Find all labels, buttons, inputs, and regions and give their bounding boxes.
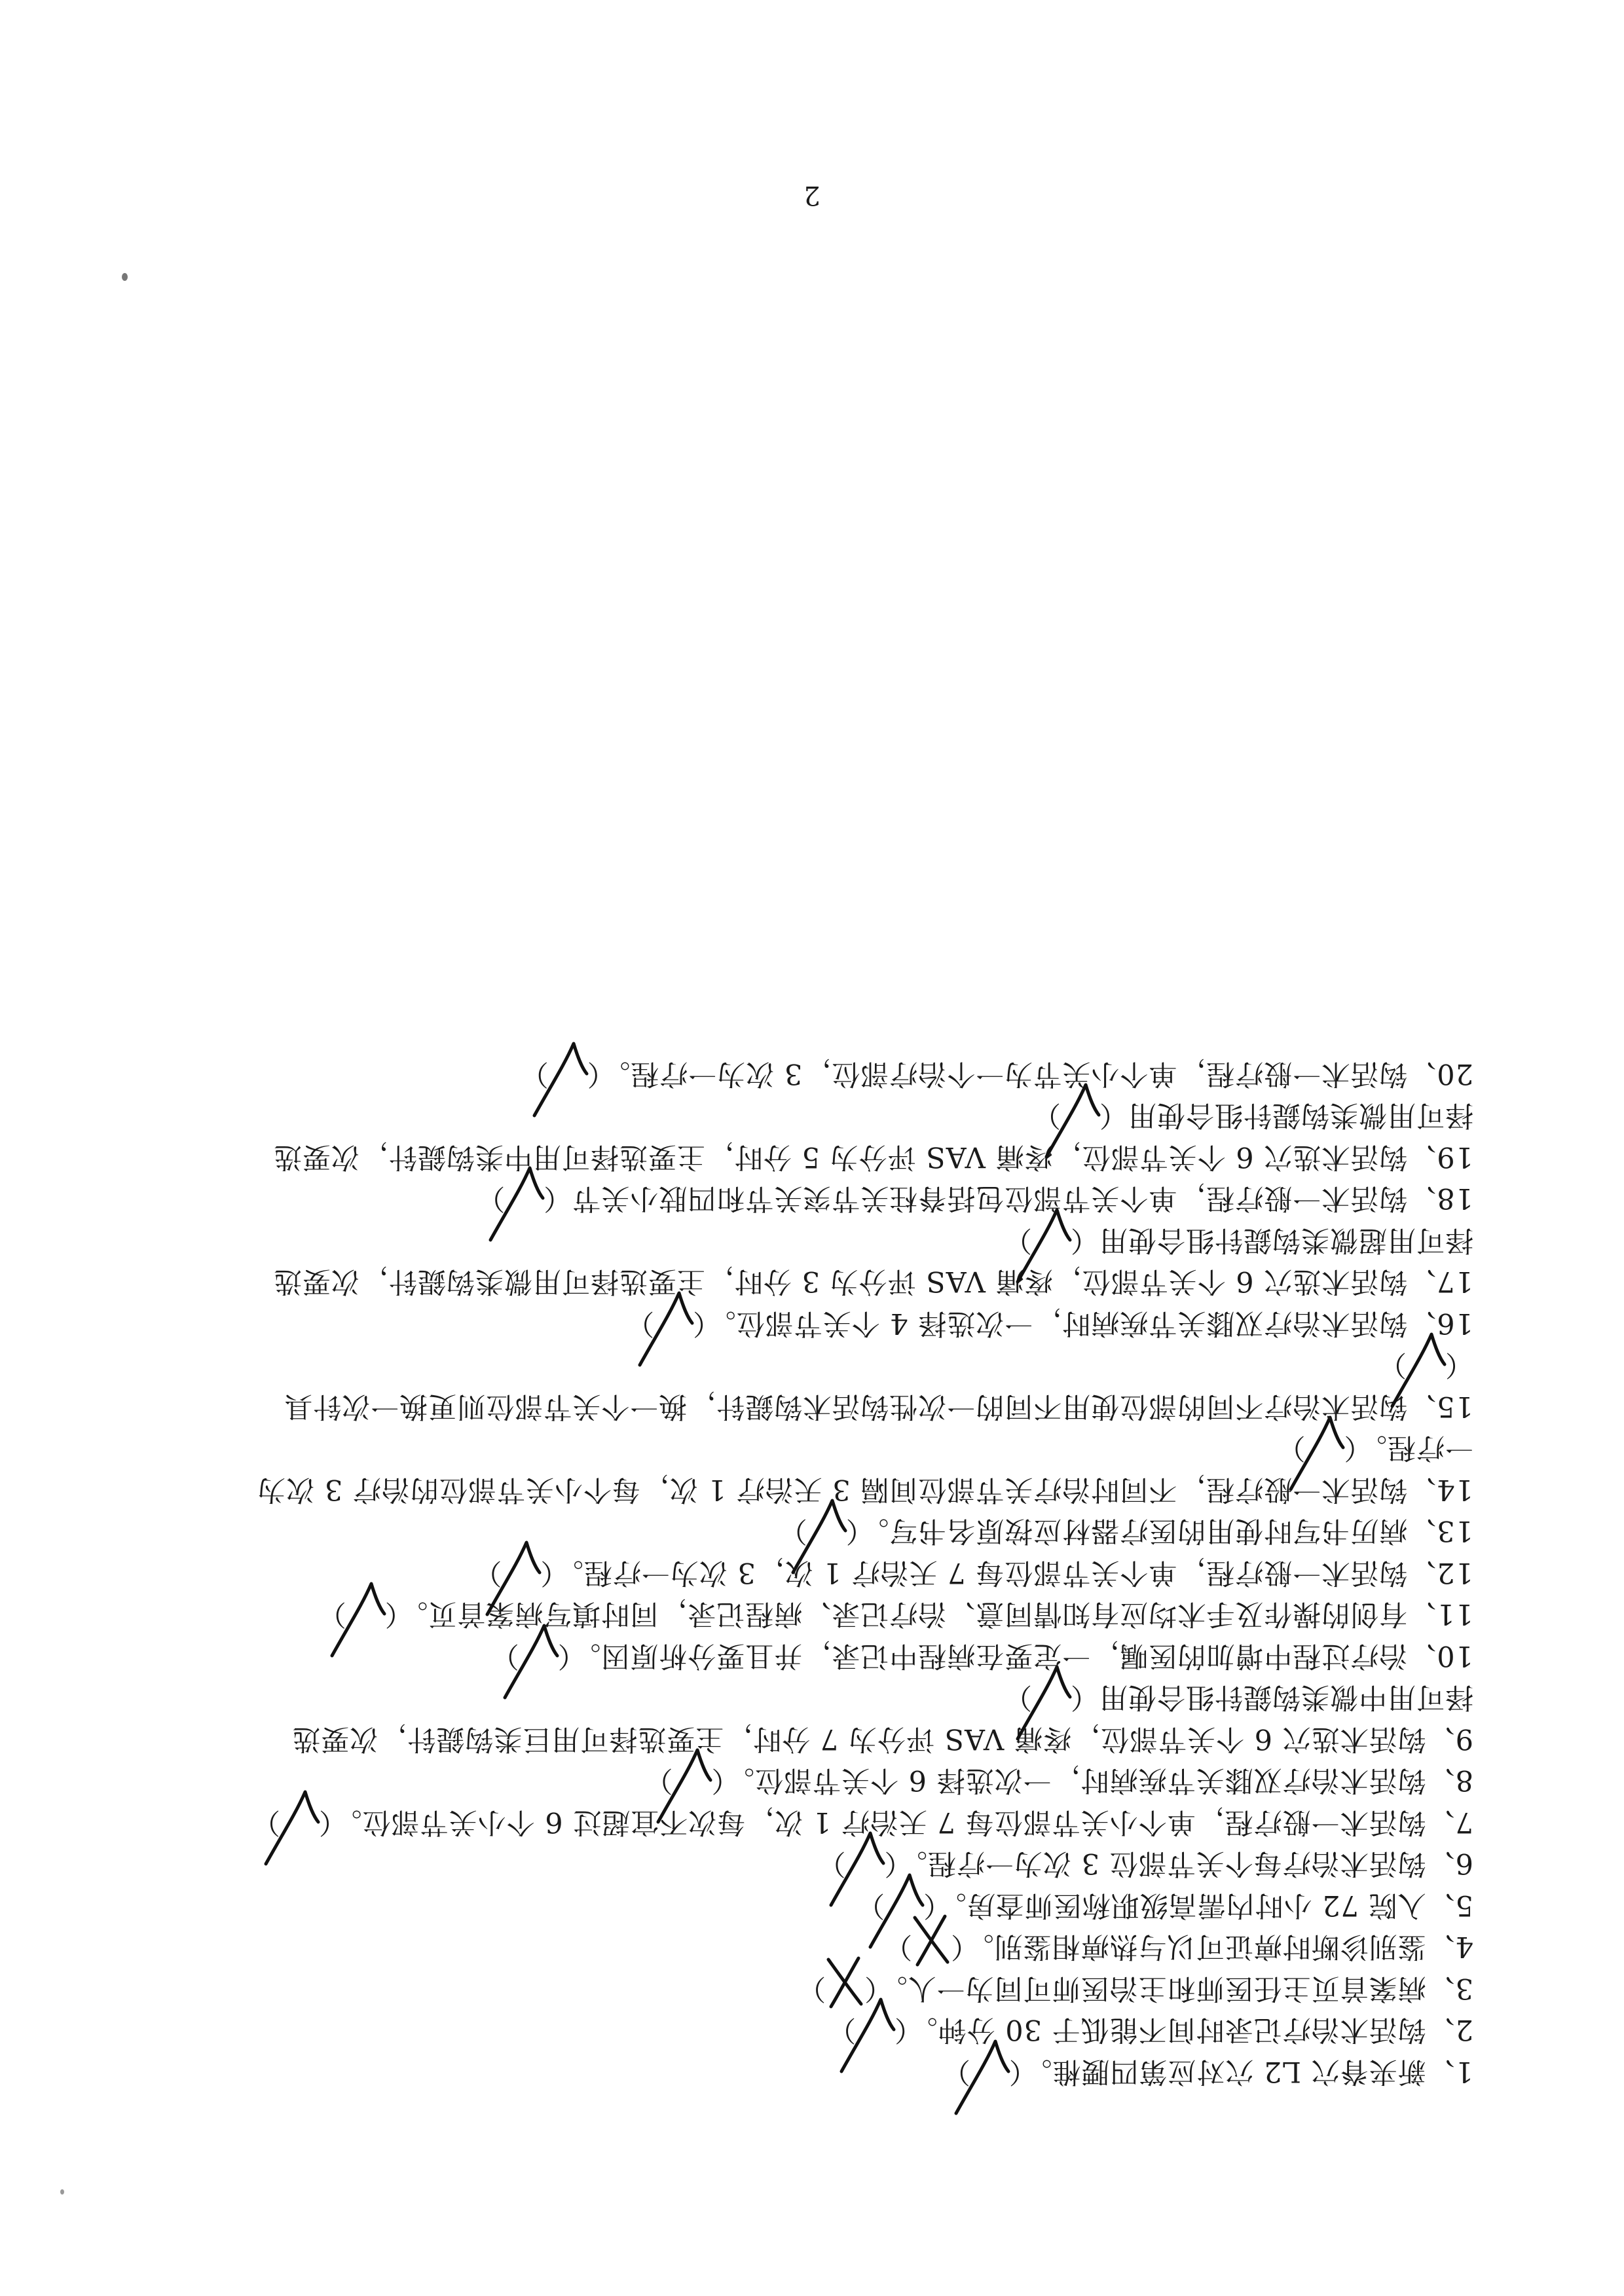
answer-slot: [1032, 1222, 1070, 1258]
answer-close-paren: ）: [1003, 1224, 1032, 1256]
question-text: 13、病历书写时使用的医疗器材应按原名书写。（: [845, 1514, 1473, 1548]
check-stroke: [332, 1584, 384, 1656]
check-stroke: [534, 1044, 587, 1116]
question-text: 4、鉴别诊断时痹证可以与热痹相鉴别。（: [950, 1930, 1473, 1963]
question-line: [291, 1721, 1473, 1757]
question-text: 20、钩活术一般疗程，单个小关节为一个治疗部位，3 次为一疗程。（: [586, 1057, 1473, 1090]
question-line: [1003, 1679, 1473, 1716]
question-text: 14、钩活术一般疗程，不同时治疗关节部位间隔 3 天治疗 1 次，每个小关节部位的治疗 3 次为: [257, 1473, 1473, 1506]
question-line: [273, 1264, 1473, 1300]
question-text: 16、钩活术治疗双膝关节疾病时，一次选择 4 个关节部位。（: [692, 1307, 1473, 1339]
answer-slot: [519, 1637, 557, 1674]
answer-close-paren: ）: [490, 1639, 519, 1672]
check-stroke: [490, 1169, 543, 1241]
answer-close-paren: ）: [778, 1514, 807, 1548]
question-text: 7、钩活术一般疗程，单个小关节部位每 7 天治疗 1 次，每次不宜超过 6 个小关节部位。（: [318, 1806, 1473, 1838]
question-text: （: [1445, 1348, 1473, 1381]
check-stroke: [640, 1293, 692, 1365]
answer-close-paren: ）: [883, 1930, 913, 1963]
question-line: [625, 1305, 1473, 1341]
answer-slot: [912, 1929, 950, 1965]
question-line: [827, 2012, 1473, 2049]
question-text: 17、钩活术选穴 6 个关节部位，疼痛 VAS 评分为 3 分时，主要选择可用微类钩鍉针，次要选: [272, 1265, 1473, 1298]
question-line: [520, 1055, 1473, 1092]
check-stroke: [505, 1626, 557, 1698]
question-text: 择可用中微类钩鍉针组合使用（: [1070, 1681, 1473, 1714]
check-stroke: [841, 2000, 894, 2072]
answer-close-paren: ）: [1032, 1099, 1061, 1132]
check-stroke: [266, 1792, 318, 1864]
handwritten-check-icon: [329, 1578, 388, 1637]
answer-slot: [885, 1887, 923, 1923]
answer-slot: [970, 2053, 1008, 2090]
handwritten-check-icon: [485, 1536, 544, 1595]
question-text: 19、钩活术选穴 6 个关节部位，疼痛 VAS 评分为 5 分时，主要选择可用中类钩鍉针，次要选: [272, 1140, 1473, 1173]
handwritten-check-icon: [263, 1785, 322, 1844]
scan-speck: [60, 2189, 64, 2195]
answer-slot: [1407, 1347, 1445, 1383]
scan-speck: [122, 273, 128, 281]
question-line: [817, 1846, 1473, 1882]
question-text: 1、新夹脊穴 L2 穴对应第四腰椎。（: [1008, 2055, 1473, 2088]
answer-close-paren: ）: [797, 1972, 826, 2005]
question-line: [883, 1929, 1473, 1965]
question-line: [284, 1388, 1473, 1425]
question-text: 6、钩活术治疗每个关节部位 3 次为一疗程。（: [883, 1847, 1473, 1880]
answer-slot: [502, 1554, 540, 1591]
question-line: [942, 2053, 1473, 2090]
answer-close-paren: ）: [827, 2013, 857, 2047]
answer-close-paren: ）: [817, 1847, 846, 1880]
answer-close-paren: ）: [625, 1307, 655, 1339]
answer-close-paren: ）: [317, 1597, 346, 1631]
question-line: [1003, 1222, 1473, 1258]
answer-close-paren: ）: [473, 1556, 502, 1589]
question-line: [1032, 1097, 1473, 1134]
answer-slot: [1306, 1430, 1344, 1467]
answer-close-paren: ）: [1378, 1348, 1407, 1381]
question-line: [476, 1180, 1473, 1217]
answer-slot: [845, 1846, 883, 1882]
answer-close-paren: ）: [644, 1764, 673, 1797]
question-text: 12、钩活术一般疗程，单个关节部位每 7 天治疗 1 次，3 次为一疗程。（: [540, 1556, 1473, 1589]
answer-slot: [807, 1513, 845, 1550]
answer-close-paren: ）: [519, 1057, 549, 1090]
question-text: 11、有创的操作及手术均应有知情同意、治疗记录、病程记录，同时填写病案首页。（: [384, 1597, 1473, 1631]
question-text: 一疗程。（: [1343, 1431, 1473, 1465]
question-text: 择可用微类钩鍉针组合使用（: [1099, 1099, 1473, 1132]
question-line: [318, 1596, 1473, 1633]
question-text: 5、入院 72 小时内需高级职称医师查房。（: [923, 1889, 1473, 1922]
question-line: [473, 1554, 1473, 1591]
answer-close-paren: ）: [1003, 1681, 1032, 1714]
answer-slot: [346, 1596, 384, 1633]
question-text: 10、治疗过程中增加的医嘱，一定要在病程中记录，并且要分析原因。（: [557, 1639, 1473, 1672]
question-line: [856, 1887, 1473, 1923]
question-text: 18、钩活术一般疗程，单个关节部位包括脊柱关节突关节和四肢小关节（: [543, 1182, 1473, 1215]
question-line: [251, 1804, 1473, 1840]
answer-slot: [1032, 1679, 1070, 1716]
answer-slot: [549, 1055, 587, 1092]
question-line: [1378, 1347, 1473, 1383]
question-text: 择可用超微类钩鍉针组合使用（: [1070, 1224, 1473, 1256]
answer-slot: [1061, 1097, 1099, 1134]
check-stroke: [956, 2041, 1008, 2113]
question-line: [797, 1970, 1473, 2007]
question-line: [644, 1762, 1473, 1799]
question-text: 2、钩活术治疗记录时间不能低于 30 分钟。（: [894, 2013, 1473, 2047]
question-text: 9、钩活术选穴 6 个关节部位，疼痛 VAS 评分为 7 分时，主要选择可用巨类钩鍉针，次要选: [291, 1722, 1473, 1755]
question-line: [779, 1513, 1473, 1550]
answer-slot: [505, 1180, 543, 1217]
answer-slot: [856, 2012, 894, 2049]
answer-close-paren: ）: [856, 1889, 885, 1922]
answer-close-paren: ）: [251, 1806, 281, 1838]
page-number: 2: [803, 180, 821, 210]
question-text: 15、钩活术治疗不同的部位使用不同的一次性钩活术钩鍉针，换一个关节部位则更换一次针具: [284, 1390, 1473, 1423]
handwritten-check-icon: [532, 1037, 591, 1096]
answer-slot: [654, 1305, 692, 1341]
cross-stroke: [831, 1958, 858, 2007]
question-text: 8、钩活术治疗双膝关节疾病时，一次选择 6 个关节部位。（: [710, 1764, 1473, 1797]
question-line: [1277, 1430, 1474, 1467]
answer-close-paren: ）: [941, 2055, 970, 2088]
question-line: [490, 1637, 1473, 1674]
answer-slot: [280, 1804, 318, 1840]
question-line: [273, 1139, 1473, 1175]
handwritten-cross-icon: [809, 1952, 868, 2011]
answer-close-paren: ）: [1276, 1431, 1306, 1465]
answer-slot: [673, 1762, 710, 1799]
answer-slot: [826, 1970, 864, 2007]
answer-close-paren: ）: [476, 1182, 506, 1215]
question-text: 3、病案首页主任医师和主治医师可同为一人。（: [864, 1972, 1473, 2005]
